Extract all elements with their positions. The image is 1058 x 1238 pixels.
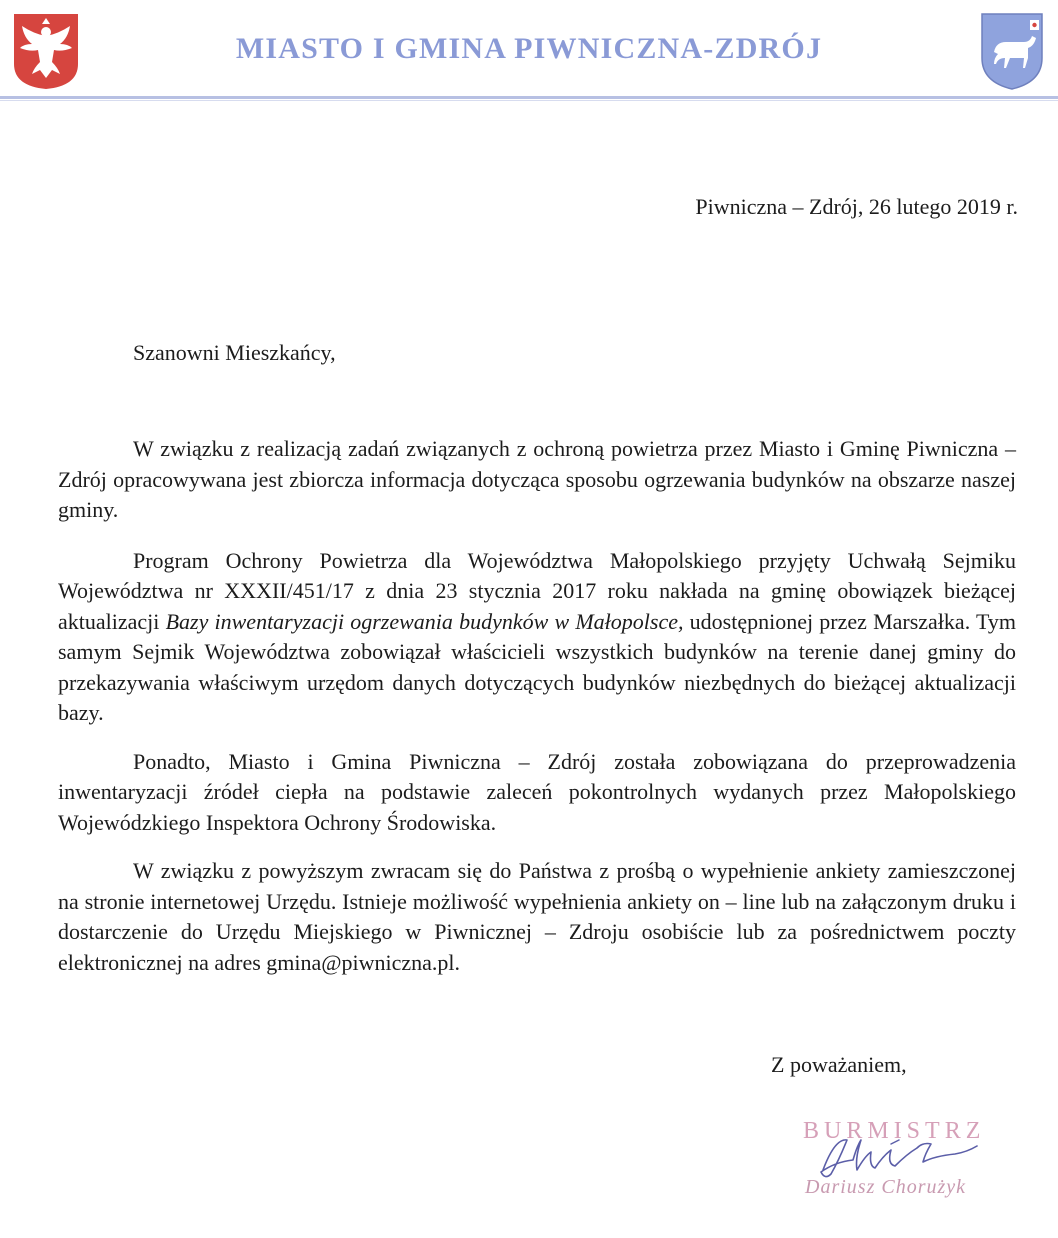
municipality-title: MIASTO I GMINA PIWNICZNA-ZDRÓJ: [235, 32, 823, 65]
handwritten-signature: [795, 1110, 1015, 1210]
letter-body: [58, 434, 1016, 996]
database-name: Bazy inwentaryzacji ogrzewania budynków w Małopolsce,: [165, 608, 684, 634]
mayor-stamp-title: BURMISTRZ: [803, 1118, 986, 1144]
paragraph-3: Ponadto, Miasto i Gmina Piwniczna – Zdrój została zobowiązana do przeprowadzenia inwentaryzacji źródeł ciepła na podstawie zaleceń pokontrolnych wydanych przez Małopolskiego Wojewódzkiego Inspektora Ochrony Środowiska.: [58, 748, 1016, 835]
paragraph-1: W związku z realizacją zadań związanych z ochroną powietrza przez Miasto i Gminę Piwniczna – Zdrój opracowywana jest zbiorcza informacja dotycząca sposobu ogrzewania budynków na obszarze naszej gminy.: [58, 436, 1016, 522]
paragraph-2-text-end: udostępnionej przez Marszałka. Tym samym Sejmik Województwa zobowiązał właścicieli wszystkich budynków na terenie danej gminy do przekazywania właściwym urzędom danych dotyczących budynków niezbędnych do bieżącej aktualizacji bazy.: [58, 608, 1016, 725]
paragraph-2-text-start: Program Ochrony Powietrza dla Województwa Małopolskiego przyjęty Uchwałą Sejmiku Województwa nr XXXII/451/17 z dnia 23 stycznia 2017 roku nakłada na gminę obowiązek bieżącej aktualizacji: [58, 547, 1016, 634]
paragraph-2: [58, 546, 1016, 729]
mayor-stamp-name: Dariusz Chorużyk: [805, 1176, 967, 1198]
letter-closing: Z poważaniem,: [771, 1052, 907, 1077]
signature-block: [795, 1110, 1015, 1210]
header-divider: [0, 96, 1058, 99]
letterhead: [0, 0, 1058, 100]
paragraph-4: W związku z powyższym zwracam się do Państwa z prośbą o wypełnienie ankiety zamieszczonej na stronie internetowej Urzędu. Istnieje możliwość wypełnienia ankiety on – line lub na załączonym druku i dostarczenie do Urzędu Miejskiego w Piwnicznej – Zdroju osobiście lub za pośrednictwem poczty elektronicznej na adres gmina@piwniczna.pl.: [58, 858, 1016, 975]
header-divider-thin: [0, 100, 1058, 101]
letter-date: Piwniczna – Zdrój, 26 lutego 2019 r.: [695, 194, 1018, 219]
town-coat-of-arms-icon: [980, 12, 1044, 90]
letter-greeting: Szanowni Mieszkańcy,: [133, 340, 336, 365]
